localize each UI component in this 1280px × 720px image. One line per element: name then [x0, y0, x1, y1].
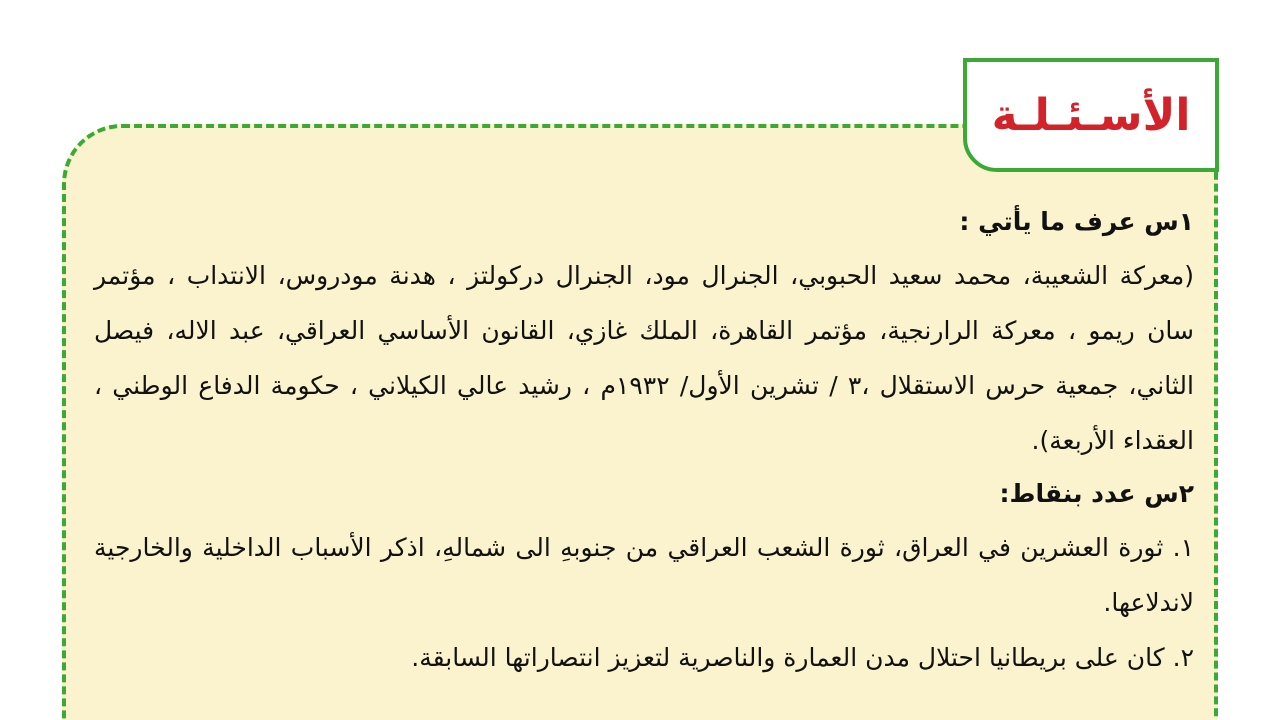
question-2-item-2: ٢. كان على بريطانيا احتلال مدن العمارة والناصرية لتعزيز انتصاراتها السابقة.: [411, 643, 1194, 672]
question-2-heading: ٢س عدد بنقاط:: [999, 479, 1194, 508]
question-2-item-1: ١. ثورة العشرين في العراق، ثورة الشعب العراقي من جنوبهِ الى شمالهِ، اذكر الأسباب الداخلية والخارجية لاندلاعها.: [94, 533, 1194, 617]
section-title: الأسـئـلـة: [991, 89, 1191, 141]
questions-content: [94, 196, 1194, 685]
title-box: [963, 58, 1219, 172]
question-1-heading: ١س عرف ما يأتي :: [959, 207, 1194, 236]
question-1-body: (معركة الشعيبة، محمد سعيد الحبوبي، الجنرال مود، الجنرال دركولتز ، هدنة مودروس، الانتداب ، مؤتمر سان ريمو ، معركة الرارنجية، مؤتمر القاهرة، الملك غازي، القانون الأساسي العراقي، عبد الاله، فيصل الثاني، جمعية حرس الاستقلال ،٣ / تشرين الأول/ ١٩٣٢م ، رشيد عالي الكيلاني ، حكومة الدفاع الوطني ، العقداء الأربعة).: [94, 261, 1194, 455]
